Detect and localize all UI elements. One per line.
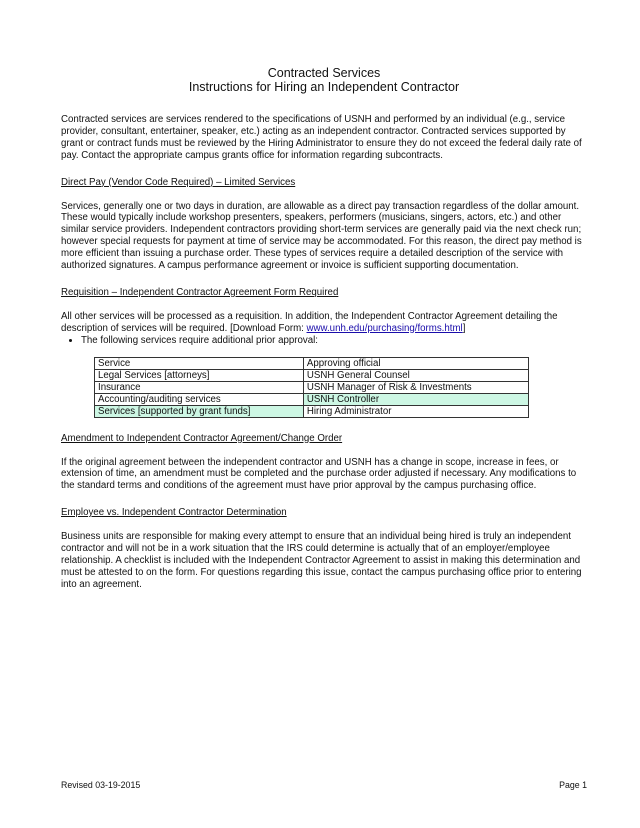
table-row <box>95 405 529 417</box>
approval-bullet-list <box>61 335 587 347</box>
approval-bullet: • The following services require additional prior approval: <box>81 335 587 347</box>
intro-paragraph: Contracted services are services rendered to the specifications of USNH and performed by an individual (e.g., service provider, consultant, entertainer, speaker, etc.) acting as an independent contractor. Contracted services supported by grant or contract funds must be reviewed by the Hiring Administrator to ensure they do not exceed the federal daily rate of pay. Contact the appropriate campus grants office for information regarding subcontracts. <box>61 114 582 161</box>
document-page <box>61 66 587 591</box>
table-cell-service: Accounting/auditing services <box>95 393 304 405</box>
table-cell-official: USNH General Counsel <box>303 369 528 381</box>
revised-date: Revised 03-19-2015 <box>61 780 141 790</box>
table-cell-official: USNH Controller <box>303 393 528 405</box>
page-footer <box>61 780 587 790</box>
table-row <box>95 393 529 405</box>
table-cell-official: USNH Manager of Risk & Investments <box>303 381 528 393</box>
page-number: Page 1 <box>559 780 587 790</box>
table-cell-official: Hiring Administrator <box>303 405 528 417</box>
title-line-1: Contracted Services <box>267 66 381 80</box>
table-cell-service: Services [supported by grant funds] <box>95 405 304 417</box>
table-header-row <box>95 357 529 369</box>
requisition-text: All other services will be processed as a requisition. In addition, the Independent Contractor Agreement detailing the description of services will be required. [Download Form: <box>61 310 558 334</box>
approval-table <box>94 357 529 418</box>
table-row <box>95 369 529 381</box>
section-heading-requisition: Requisition – Independent Contractor Agreement Form Required <box>61 286 339 298</box>
table-cell-service: Legal Services [attorneys] <box>95 369 304 381</box>
download-form-link[interactable]: www.unh.edu/purchasing/forms.html <box>306 322 463 334</box>
requisition-paragraph <box>61 311 587 335</box>
direct-pay-paragraph: Services, generally one or two days in duration, are allowable as a direct pay transaction regardless of the dollar amount. These would typically include workshop presenters, speakers, performers (musicians, singers, actors, etc.) and other similar service providers. Independent contractors providing short-term services are generally paid via the next check run; however special requests for payment at time of service may be accommodated. For this reason, the direct pay method is more efficient than issuing a purchase order. These types of services require a detailed description of the service with authorized signatures. A campus performance agreement or invoice is sufficient supporting documentation. <box>61 200 582 272</box>
determination-paragraph: Business units are responsible for making every attempt to ensure that an individual being hired is truly an independent contractor and will not be in a work situation that the IRS could determine is actually that of an employer/employee relationship. A checklist is included with the Independent Contractor Agreement to assist in making this determination and must be attested to on the form. For questions regarding this issue, contact the campus purchasing office prior to entering into an agreement. <box>61 531 582 590</box>
section-heading-amendment: Amendment to Independent Contractor Agreement/Change Order <box>61 432 343 444</box>
amendment-paragraph: If the original agreement between the independent contractor and USNH has a change in scope, increase in fees, or extension of time, an amendment must be completed and the purchase order adjusted if necessary. Any modifications to the standard terms and conditions of the agreement must have prior approval by the campus purchasing office. <box>61 456 577 492</box>
table-header-approving-official: Approving official <box>303 357 528 369</box>
table-row <box>95 381 529 393</box>
table-cell-service: Insurance <box>95 381 304 393</box>
requisition-text-end: ] <box>462 322 466 334</box>
table-header-service: Service <box>95 357 304 369</box>
section-heading-direct-pay: Direct Pay (Vendor Code Required) – Limited Services <box>61 176 296 188</box>
title-line-2: Instructions for Hiring an Independent Contractor <box>188 80 460 94</box>
section-heading-determination: Employee vs. Independent Contractor Determination <box>61 507 287 519</box>
